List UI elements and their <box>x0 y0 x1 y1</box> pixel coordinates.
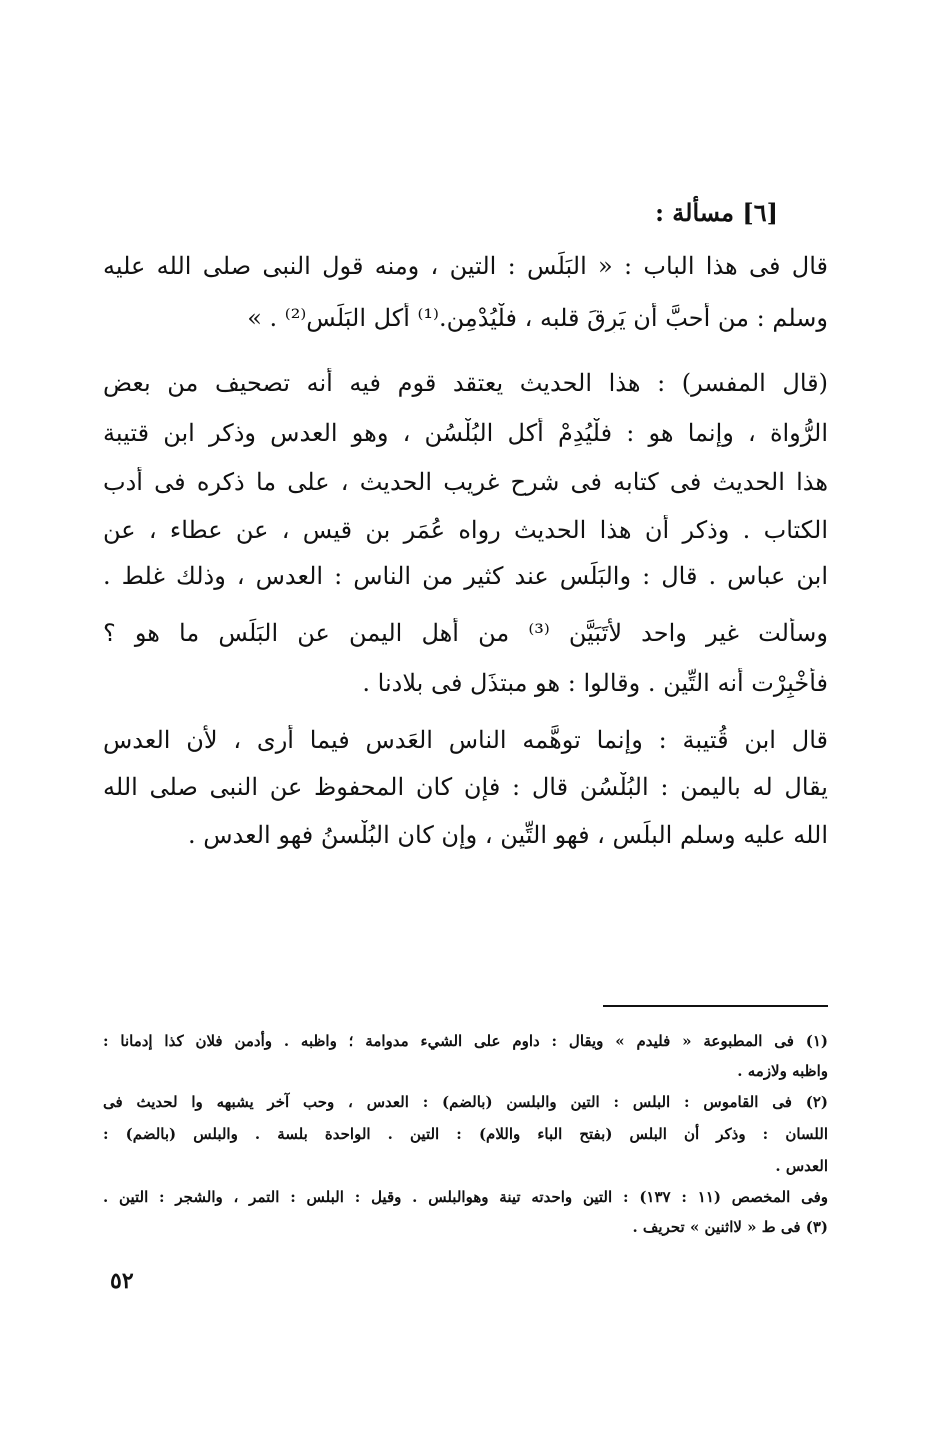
body-line: الكتاب . وذكر أن هذا الحديث رواه عُمَر بن قيس ، عن عطاء ، عن <box>103 516 828 544</box>
body-line: (قال المفسر) : هذا الحديث يعتقد قوم فيه أنه تصحيف من بعض <box>103 369 828 397</box>
section-heading: [٦] مسألة : <box>655 198 778 227</box>
footnote-line: (٢) فى القاموس : البلس : التين والبلسن (بالضم) : العدس ، وحب آخر يشبهه وا لحديث فى <box>103 1093 828 1111</box>
body-line: يقال له باليمن : البُلْسُن قال : فإن كان المحفوظ عن النبى صلى الله <box>103 773 828 801</box>
body-line: وسألت غير واحد لأَتَبَيَّن ⁽³⁾ من أهل اليمن عن البَلَس ما هو ؟ <box>103 619 828 647</box>
body-line: قال ابن قُتيبة : وإنما توهَّمه الناس العَدس فيما أرى ، لأن العدس <box>103 726 828 754</box>
body-line: الله عليه وسلم البلَس ، فهو التِّين ، وإن كان البُلْسنُ فهو العدس . <box>188 821 828 849</box>
footnote-line: (٣) فى ط « لااثنين » تحريف . <box>632 1218 828 1236</box>
footnote-line: واظبه ولازمه . <box>737 1062 828 1080</box>
footnote-divider <box>603 1005 828 1007</box>
page-number: ٥٢ <box>110 1268 134 1294</box>
footnote-line: اللسان : وذكر أن البلس (بفتح الباء واللام) : التين . الواحدة بلسة . والبلس (بالضم) : <box>103 1125 828 1143</box>
footnote-line: (١) فى المطبوعة « فليدم » ويقال : داوم على الشيء مدوامة ؛ واظبه . وأدمن فلان كذا إدمانا : <box>103 1032 828 1050</box>
footnote-line: وفى المخصص (١١ : ١٣٧) : التين واحدته تينة وهوالبلس . وقيل : البلس : التمر ، والشجر : التين . <box>103 1188 828 1206</box>
body-line: هذا الحديث فى كتابه فى شرح غريب الحديث ، على ما ذكره فى أدب <box>103 468 828 496</box>
body-line: الرُّواة ، وإنما هو : فلْيُدِمْ أكل البُلْسُن ، وهو العدس وذكر ابن قتيبة <box>103 419 828 447</box>
footnote-line: العدس . <box>775 1157 828 1175</box>
body-line: وسلم : من أحبَّ أن يَرِقَ قلبه ، فلْيُدْمِن.⁽¹⁾ أكل البَلَس⁽²⁾ . » <box>247 304 828 332</box>
body-line: ابن عباس . قال : والبَلَس عند كثير من الناس : العدس ، وذلك غلط . <box>103 562 828 590</box>
body-line: قال فى هذا الباب : « البَلَس : التين ، ومنه قول النبى صلى الله عليه <box>103 252 828 280</box>
body-line: فأُخْبِرْت أنه التِّين . وقالوا : هو مبتذَل فى بلادنا . <box>362 669 828 697</box>
